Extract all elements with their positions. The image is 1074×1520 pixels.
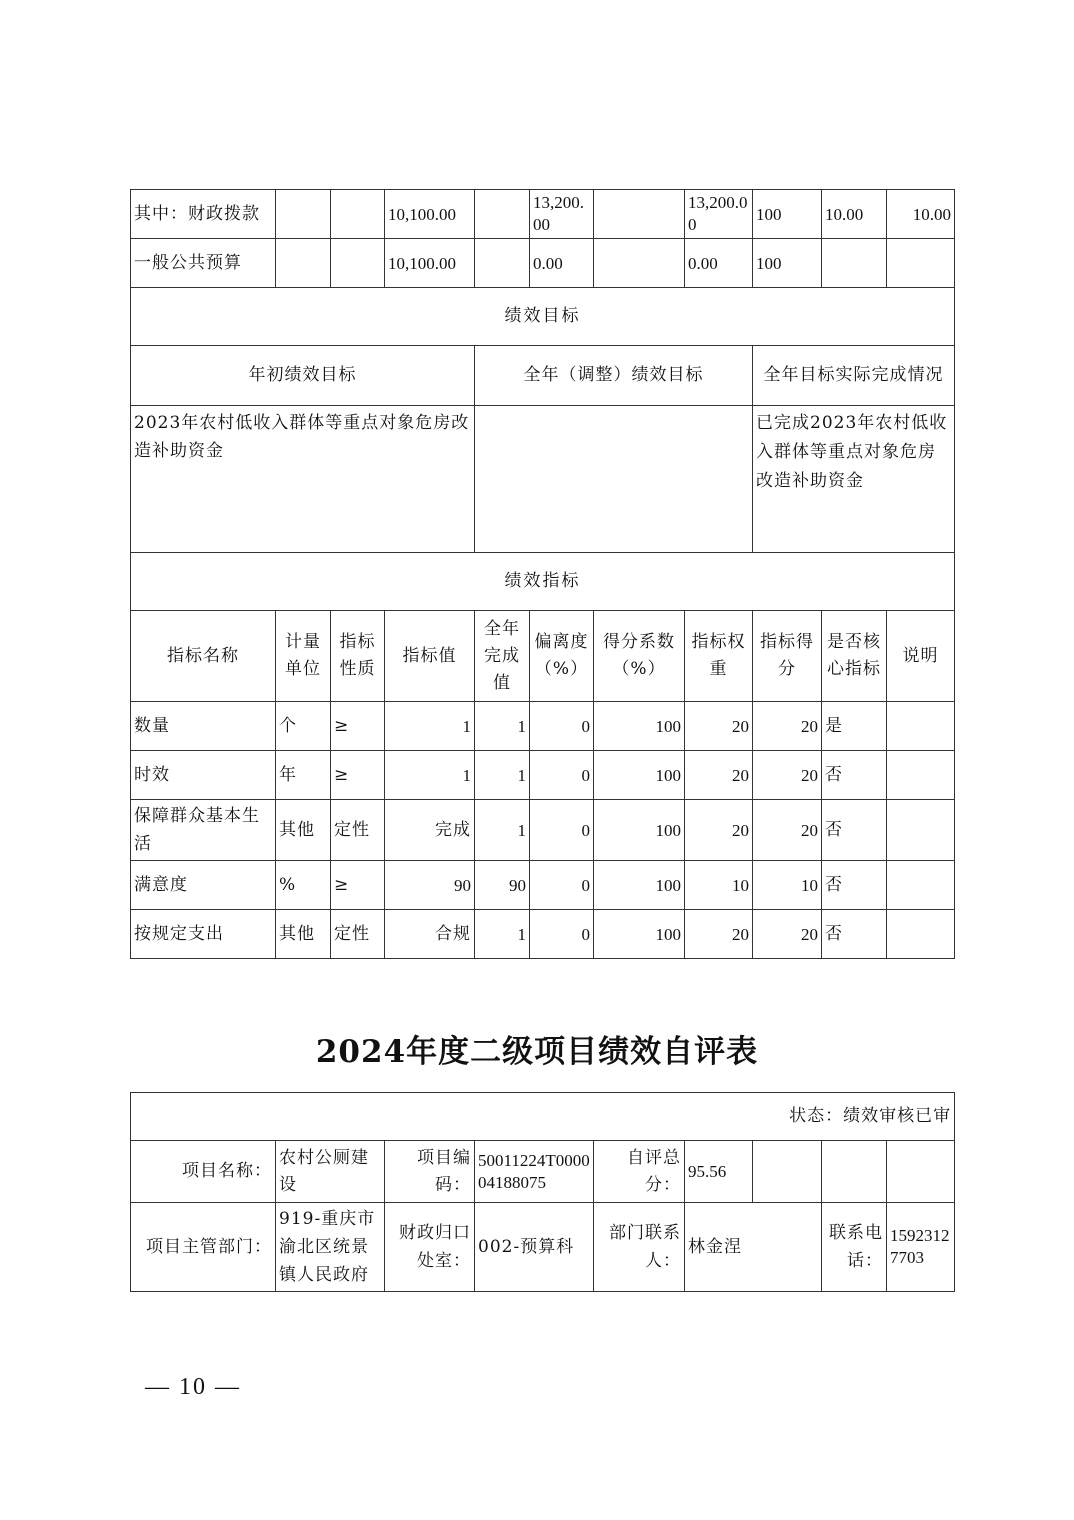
indicator-header: 是否核心指标 bbox=[822, 611, 887, 702]
targets-header-row bbox=[131, 346, 955, 406]
indicator-weight: 20 bbox=[685, 910, 753, 959]
indicator-deviation: 0 bbox=[530, 910, 594, 959]
indicator-header: 指标得分 bbox=[753, 611, 822, 702]
indicator-header: 计量单位 bbox=[276, 611, 331, 702]
indicator-value: 合规 bbox=[385, 910, 475, 959]
project-code-label: 项目编码： bbox=[385, 1141, 475, 1203]
indicator-note bbox=[887, 910, 955, 959]
indicator-score: 10 bbox=[753, 861, 822, 910]
finance-label: 财政归口处室： bbox=[385, 1203, 475, 1292]
funding-cell bbox=[822, 239, 887, 288]
indicator-row bbox=[131, 910, 955, 959]
indicator-unit: 其他 bbox=[276, 800, 331, 861]
funding-cell bbox=[475, 190, 530, 239]
indicator-done: 1 bbox=[475, 702, 530, 751]
indicator-row bbox=[131, 702, 955, 751]
target-adjusted bbox=[475, 406, 753, 553]
project-code: 50011224T000004188075 bbox=[475, 1141, 594, 1203]
page-number: — 10 — bbox=[145, 1374, 241, 1400]
indicator-unit: % bbox=[276, 861, 331, 910]
funding-label: 一般公共预算 bbox=[131, 239, 276, 288]
funding-cell bbox=[276, 190, 331, 239]
funding-cell bbox=[594, 190, 685, 239]
indicators-section-title: 绩效指标 bbox=[131, 553, 955, 611]
indicator-header: 指标权重 bbox=[685, 611, 753, 702]
funding-cell: 13,200.00 bbox=[530, 190, 594, 239]
funding-cell bbox=[276, 239, 331, 288]
targets-section-row bbox=[131, 288, 955, 346]
funding-cell: 100 bbox=[753, 190, 822, 239]
indicator-note bbox=[887, 800, 955, 861]
funding-cell: 100 bbox=[753, 239, 822, 288]
empty-cell bbox=[887, 1141, 955, 1203]
indicator-weight: 20 bbox=[685, 800, 753, 861]
indicator-score: 20 bbox=[753, 751, 822, 800]
indicator-done: 1 bbox=[475, 800, 530, 861]
funding-cell bbox=[594, 239, 685, 288]
funding-label: 其中：财政拨款 bbox=[131, 190, 276, 239]
funding-row bbox=[131, 190, 955, 239]
targets-header-initial: 年初绩效目标 bbox=[131, 346, 475, 406]
indicator-nature: ≥ bbox=[331, 702, 385, 751]
indicator-coefficient: 100 bbox=[594, 751, 685, 800]
funding-cell: 10.00 bbox=[822, 190, 887, 239]
funding-cell: 10,100.00 bbox=[385, 239, 475, 288]
funding-cell bbox=[475, 239, 530, 288]
funding-cell bbox=[331, 190, 385, 239]
indicator-header: 指标性质 bbox=[331, 611, 385, 702]
indicator-done: 90 bbox=[475, 861, 530, 910]
indicators-section-row bbox=[131, 553, 955, 611]
performance-table bbox=[130, 189, 955, 959]
targets-header-actual: 全年目标实际完成情况 bbox=[753, 346, 955, 406]
funding-cell bbox=[331, 239, 385, 288]
indicator-core: 否 bbox=[822, 751, 887, 800]
indicator-core: 否 bbox=[822, 800, 887, 861]
funding-row bbox=[131, 239, 955, 288]
finance-office: 002-预算科 bbox=[475, 1203, 594, 1292]
indicator-note bbox=[887, 702, 955, 751]
phone-label: 联系电话： bbox=[822, 1203, 887, 1292]
indicator-name: 时效 bbox=[131, 751, 276, 800]
funding-cell: 0.00 bbox=[685, 239, 753, 288]
indicator-weight: 20 bbox=[685, 751, 753, 800]
project-info-table bbox=[130, 1092, 955, 1292]
phone: 15923127703 bbox=[887, 1203, 955, 1292]
indicator-score: 20 bbox=[753, 800, 822, 861]
indicator-deviation: 0 bbox=[530, 800, 594, 861]
project-row bbox=[131, 1141, 955, 1203]
empty-cell bbox=[822, 1141, 887, 1203]
indicator-core: 否 bbox=[822, 910, 887, 959]
indicator-coefficient: 100 bbox=[594, 861, 685, 910]
indicator-header: 指标名称 bbox=[131, 611, 276, 702]
indicator-header: 偏离度（%） bbox=[530, 611, 594, 702]
dept-label: 项目主管部门： bbox=[131, 1203, 276, 1292]
status-text: 状态：绩效审核已审 bbox=[131, 1093, 955, 1141]
contact-person: 林金涅 bbox=[685, 1203, 822, 1292]
target-actual: 已完成2023年农村低收入群体等重点对象危房改造补助资金 bbox=[753, 406, 955, 553]
indicator-unit: 个 bbox=[276, 702, 331, 751]
indicator-value: 1 bbox=[385, 751, 475, 800]
targets-content-row bbox=[131, 406, 955, 553]
indicator-header: 指标值 bbox=[385, 611, 475, 702]
indicator-name: 数量 bbox=[131, 702, 276, 751]
indicator-deviation: 0 bbox=[530, 861, 594, 910]
indicator-note bbox=[887, 751, 955, 800]
funding-cell: 13,200.00 bbox=[685, 190, 753, 239]
indicator-coefficient: 100 bbox=[594, 910, 685, 959]
indicators-header-row bbox=[131, 611, 955, 702]
dept-row bbox=[131, 1203, 955, 1292]
indicator-row bbox=[131, 751, 955, 800]
indicator-name: 满意度 bbox=[131, 861, 276, 910]
funding-cell bbox=[887, 239, 955, 288]
indicator-coefficient: 100 bbox=[594, 800, 685, 861]
indicator-nature: ≥ bbox=[331, 861, 385, 910]
indicator-done: 1 bbox=[475, 910, 530, 959]
indicator-header: 说明 bbox=[887, 611, 955, 702]
indicator-value: 1 bbox=[385, 702, 475, 751]
target-initial: 2023年农村低收入群体等重点对象危房改造补助资金 bbox=[131, 406, 475, 553]
indicator-deviation: 0 bbox=[530, 702, 594, 751]
indicator-header: 全年完成值 bbox=[475, 611, 530, 702]
indicator-weight: 20 bbox=[685, 702, 753, 751]
self-score: 95.56 bbox=[685, 1141, 753, 1203]
indicator-name: 保障群众基本生活 bbox=[131, 800, 276, 861]
indicator-core: 否 bbox=[822, 861, 887, 910]
indicator-nature: ≥ bbox=[331, 751, 385, 800]
indicator-unit: 年 bbox=[276, 751, 331, 800]
funding-cell: 10.00 bbox=[887, 190, 955, 239]
dept: 919-重庆市渝北区统景镇人民政府 bbox=[276, 1203, 385, 1292]
self-score-label: 自评总分： bbox=[594, 1141, 685, 1203]
indicator-unit: 其他 bbox=[276, 910, 331, 959]
indicator-row bbox=[131, 800, 955, 861]
indicator-done: 1 bbox=[475, 751, 530, 800]
indicator-note bbox=[887, 861, 955, 910]
funding-cell: 10,100.00 bbox=[385, 190, 475, 239]
indicator-nature: 定性 bbox=[331, 800, 385, 861]
indicator-header: 得分系数（%） bbox=[594, 611, 685, 702]
indicator-deviation: 0 bbox=[530, 751, 594, 800]
indicator-core: 是 bbox=[822, 702, 887, 751]
indicator-value: 完成 bbox=[385, 800, 475, 861]
indicator-row bbox=[131, 861, 955, 910]
indicator-value: 90 bbox=[385, 861, 475, 910]
indicator-name: 按规定支出 bbox=[131, 910, 276, 959]
indicator-score: 20 bbox=[753, 910, 822, 959]
targets-header-adjusted: 全年（调整）绩效目标 bbox=[475, 346, 753, 406]
funding-cell: 0.00 bbox=[530, 239, 594, 288]
indicator-nature: 定性 bbox=[331, 910, 385, 959]
empty-cell bbox=[753, 1141, 822, 1203]
indicator-score: 20 bbox=[753, 702, 822, 751]
project-name-label: 项目名称： bbox=[131, 1141, 276, 1203]
indicator-coefficient: 100 bbox=[594, 702, 685, 751]
status-row bbox=[131, 1093, 955, 1141]
project-name: 农村公厕建设 bbox=[276, 1141, 385, 1203]
contact-label: 部门联系人： bbox=[594, 1203, 685, 1292]
indicator-weight: 10 bbox=[685, 861, 753, 910]
form-title: 2024年度二级项目绩效自评表 bbox=[315, 1034, 759, 1070]
targets-section-title: 绩效目标 bbox=[131, 288, 955, 346]
